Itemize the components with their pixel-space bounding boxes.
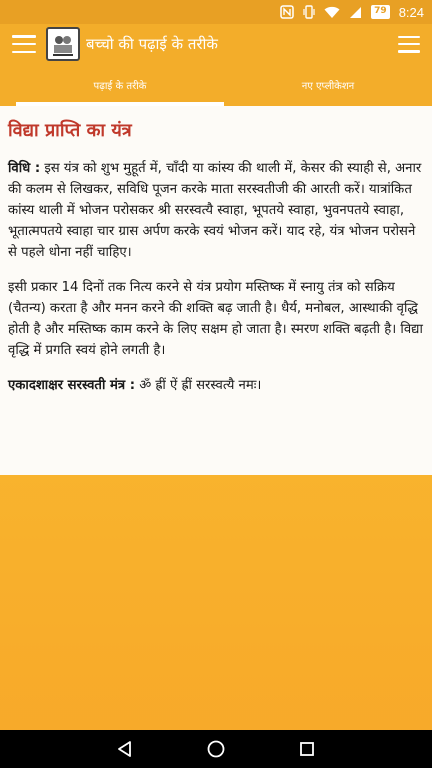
battery-indicator: 79 <box>371 5 390 19</box>
signal-icon <box>349 6 362 19</box>
status-bar <box>0 0 432 24</box>
overflow-menu-icon[interactable] <box>398 36 420 53</box>
system-nav-bar <box>0 730 432 768</box>
home-icon <box>206 739 226 759</box>
method-text: इस यंत्र को शुभ मुहूर्त में, चाँदी या कांस्य की थाली में, केसर की स्याही से, अनार की कलम से लिखकर, सविधि पूजन करके माता सरस्वतीजी की आरती करें। यात्रांकित कांस्य थाली में भोजन परोसकर श्री सरस्वत्यै स्वाहा, भूपतये स्वाहा, भुवनपतये स्वाहा, भूतात्मपतये स्वाहा चार ग्रास अर्पण करके स्वयं भोजन करें। याद रहे, यंत्र भोजन परोसने से पहले धोना नहीं चाहिए। <box>8 161 422 260</box>
back-button[interactable] <box>110 734 140 764</box>
app-title: बच्चो की पढ़ाई के तरीके <box>86 35 218 53</box>
mantra-text: ॐ ह्रीं ऐं ह्रीं सरस्वत्यै नमः। <box>135 378 262 393</box>
back-icon <box>116 740 134 758</box>
mantra-paragraph <box>8 375 424 396</box>
tab-label: नए एप्लीकेशन <box>301 81 355 92</box>
hamburger-menu-icon[interactable] <box>12 35 36 53</box>
wifi-icon <box>324 6 340 19</box>
recents-icon <box>299 741 315 757</box>
method-label: विधि : <box>8 161 41 176</box>
mantra-label: एकादशाक्षर सरस्वती मंत्र : <box>8 378 135 393</box>
clock: 8:24 <box>398 4 424 20</box>
app-bar <box>0 24 432 64</box>
benefits-paragraph: इसी प्रकार 14 दिनों तक नित्य करने से यंत्र प्रयोग मस्तिष्क में स्नायु तंत्र को सक्रिय (चैतन्य) करता है और मनन करने की शक्ति बढ़ जाती है। धैर्य, मनोबल, आस्थाकी वृद्धि होती है और मस्तिष्क काम करने के लिए सक्षम हो जाता है। स्मरण शक्ति बढ़ती है। विद्या वृद्धि में प्रगति स्वयं होने लगती है। <box>8 280 423 358</box>
content-card <box>0 106 432 475</box>
tab-study-methods[interactable] <box>0 64 224 106</box>
nfc-icon <box>280 5 294 19</box>
content-heading: विद्या प्राप्ति का यंत्र <box>8 120 132 141</box>
vibrate-icon <box>303 5 315 19</box>
app-logo <box>46 27 80 61</box>
tab-label: पढ़ाई के तरीके <box>93 81 147 92</box>
home-button[interactable] <box>201 734 231 764</box>
tab-new-applications[interactable] <box>224 64 432 106</box>
method-paragraph <box>8 158 424 263</box>
recents-button[interactable] <box>292 734 322 764</box>
tab-bar <box>0 64 432 106</box>
